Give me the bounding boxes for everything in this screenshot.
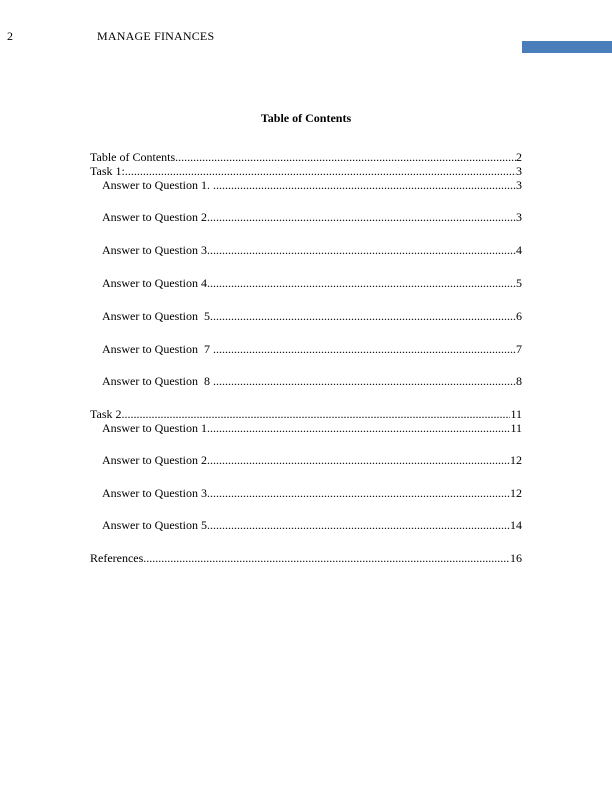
toc-dot-leader [213, 374, 516, 388]
toc-entry-page-number: 4 [516, 243, 522, 257]
toc-entry[interactable] [102, 342, 522, 356]
toc-entry-page-number: 12 [510, 453, 522, 467]
toc-dot-leader [207, 421, 510, 435]
toc-entry-page-number: 3 [516, 164, 522, 178]
toc-dot-leader [207, 210, 516, 224]
toc-dot-leader [210, 309, 516, 323]
toc-dot-leader [207, 518, 510, 532]
toc-entry[interactable] [102, 309, 522, 323]
toc-entry[interactable] [102, 210, 522, 224]
toc-entry-label: Answer to Question 3 [102, 243, 207, 257]
toc-entry-page-number: 12 [510, 486, 522, 500]
toc-entry-label: Answer to Question 5 [102, 309, 210, 323]
header-accent-bar [522, 41, 612, 53]
toc-dot-leader [213, 178, 516, 192]
toc-entry-page-number: 3 [516, 210, 522, 224]
toc-entry-page-number: 16 [510, 551, 522, 565]
toc-entry-page-number: 2 [516, 150, 522, 164]
toc-entry-page-number: 3 [516, 178, 522, 192]
toc-entry-page-number: 14 [510, 518, 522, 532]
toc-entry-label: Answer to Question 4 [102, 276, 207, 290]
toc-entry[interactable] [102, 374, 522, 388]
toc-entry-label: Task 2 [90, 407, 122, 421]
toc-entry-label: Answer to Question 8 [102, 374, 213, 388]
toc-dot-leader [207, 453, 510, 467]
toc-entry[interactable] [90, 407, 522, 421]
toc-dot-leader [207, 486, 510, 500]
toc-entry-label: Answer to Question 3 [102, 486, 207, 500]
toc-dot-leader [122, 407, 511, 421]
toc-entry-page-number: 7 [516, 342, 522, 356]
toc-entry[interactable] [90, 551, 522, 565]
toc-dot-leader [213, 342, 516, 356]
toc-entry[interactable] [102, 486, 522, 500]
toc-entry[interactable] [102, 518, 522, 532]
toc-dot-leader [207, 243, 516, 257]
toc-entry[interactable] [90, 150, 522, 164]
toc-entry[interactable] [90, 164, 522, 178]
toc-heading: Table of Contents [260, 111, 352, 125]
toc-entry-label: Answer to Question 2 [102, 453, 207, 467]
toc-entry[interactable] [102, 276, 522, 290]
toc-entry-page-number: 6 [516, 309, 522, 323]
toc-entry-page-number: 11 [510, 421, 522, 435]
toc-dot-leader [207, 276, 516, 290]
toc-entry-label: Table of Contents [90, 150, 176, 164]
toc-dot-leader [175, 150, 516, 164]
toc-entry-label: Answer to Question 1. [102, 178, 213, 192]
toc-entry[interactable] [102, 421, 522, 435]
toc-entry[interactable] [102, 453, 522, 467]
toc-entry-label: Answer to Question 1 [102, 421, 207, 435]
toc-entry-label: Answer to Question 7 [102, 342, 213, 356]
toc-entry-label: Answer to Question 2 [102, 210, 207, 224]
header-running-title: MANAGE FINANCES [97, 29, 215, 43]
toc-entry-label: Task 1: [90, 164, 125, 178]
toc-entry-page-number: 5 [516, 276, 522, 290]
toc-entry[interactable] [102, 243, 522, 257]
toc-entry-label: Answer to Question 5 [102, 518, 207, 532]
toc-entry-page-number: 11 [510, 407, 522, 421]
toc-entry[interactable] [102, 178, 522, 192]
toc-dot-leader [143, 551, 510, 565]
toc-entry-page-number: 8 [516, 374, 522, 388]
toc-dot-leader [125, 164, 516, 178]
header-page-number: 2 [7, 29, 13, 43]
toc-entry-label: References [90, 551, 144, 565]
